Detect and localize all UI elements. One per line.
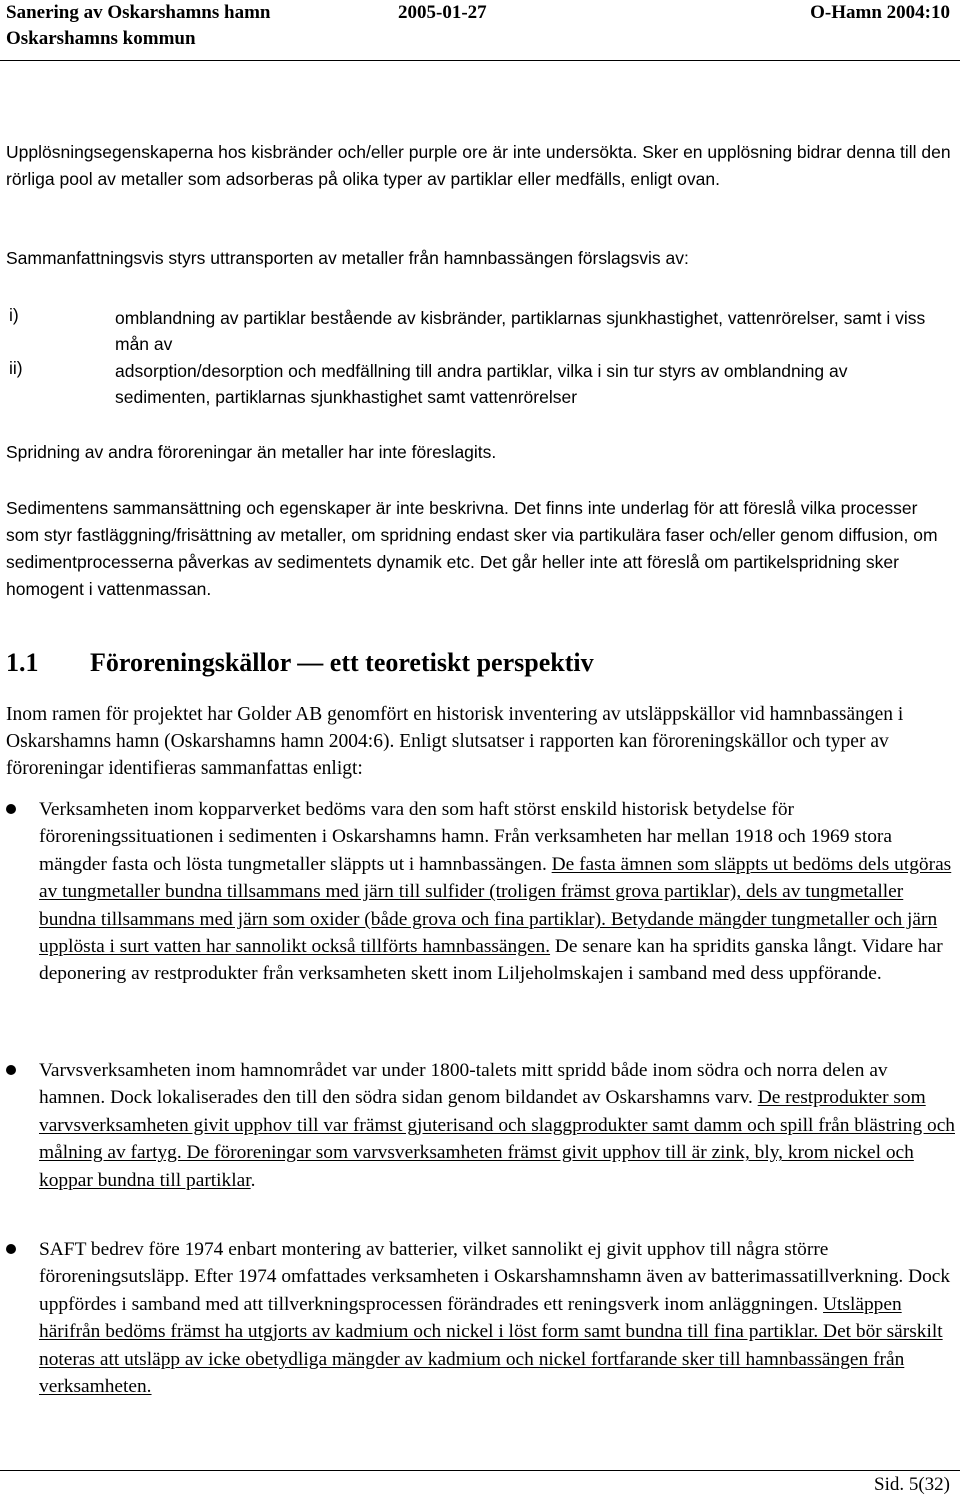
bullet-text-underlined: Utsläppen härifrån bedöms främst ha utgjorts av kadmium och nickel i löst form samt bundna till fina partiklar. Det bör särskilt noteras att utsläpp av icke obetydliga mängder av kadmium och nickel fortfarande sker till hamnbassängen från verksamheten. (39, 1293, 943, 1398)
paragraph-2: Sammanfattningsvis styrs uttransporten av metaller från hamnbassängen förslagsvis av: (6, 248, 689, 268)
section-title: Föroreningskällor — ett teoretiskt perspektiv (90, 648, 594, 677)
page-number: Sid. 5(32) (874, 1474, 950, 1495)
bullet-text (39, 1057, 955, 1194)
bullet-text-plain: SAFT bedrev före 1974 enbart montering av batterier, vilket sannolikt ej givit upphov till några större föroreningsutsläpp. Efter 1974 omfattades verksamheten i Oskarshamnshamn även av batterimassatillverkning. Dock uppfördes i samband med att tillverkningsprocessen förändrades ett reningsverk inom anläggningen. (39, 1239, 951, 1315)
bullet-text-plain: De senare kan ha spridits ganska långt. Vidare har deponering av restprodukter från verksamheten skett inom Liljeholmskajen i samband med dess uppförande. (39, 936, 943, 985)
section-number: 1.1 (6, 648, 39, 677)
bullet-text (39, 796, 955, 988)
bullet-text (39, 1236, 955, 1400)
page-footer (0, 1470, 960, 1497)
bullet-text-underlined: De restprodukter som varvsverksamheten givit upphov till var främst gjuterisand och slaggprodukter samt damm och spill från blästring och målning av fartyg. De föroreningar som varvsverksamheten främst givit upphov till är zink, bly, krom nickel och koppar bundna till partiklar (39, 1087, 955, 1191)
header-row-2 (0, 26, 960, 54)
list-item-1 (6, 305, 954, 361)
header-row-1 (0, 0, 960, 28)
list-item-2 (6, 358, 954, 414)
paragraph-1: Upplösningsegenskaperna hos kisbränder och/eller purple ore är inte undersökta. Sker en upplösning bidrar denna till den rörliga pool av metaller som adsorberas på olika typer av partiklar eller medfälls, enligt ovan. (6, 142, 951, 189)
header-organization: Oskarshamns kommun (6, 28, 196, 49)
list-item-number: ii) (9, 358, 23, 378)
page-header (0, 0, 960, 64)
footer-divider (0, 1470, 960, 1471)
bullet-dot-icon (6, 1244, 16, 1254)
bullet-text-plain: Verksamheten inom kopparverket bedöms vara den som haft störst enskild historisk betydelse för föroreningssituationen i sedimenten i Oskarshamns hamn. Från verksamheten har mellan 1918 och 1969 stora mängder fasta och lösta tungmetaller släppts ut i hamnbassängen. (39, 799, 892, 875)
header-doc-id: O-Hamn 2004:10 (810, 2, 950, 23)
list-item-text: adsorption/desorption och medfällning till andra partiklar, vilka i sin tur styrs av omblandning av sedimenten, partiklarnas sjunkhastighet samt vattenrörelser (115, 361, 848, 407)
bullet-dot-icon (6, 804, 16, 814)
list-item-text: omblandning av partiklar bestående av kisbränder, partiklarnas sjunkhastighet, vattenrörelser, samt i viss mån av (115, 308, 926, 354)
header-date: 2005-01-27 (398, 2, 487, 23)
paragraph-3: Spridning av andra föroreningar än metaller har inte föreslagits. (6, 442, 497, 462)
header-divider (0, 60, 960, 61)
section-intro: Inom ramen för projektet har Golder AB genomfört en historisk inventering av utsläppskällor vid hamnbassängen i Oskarshamns hamn (Oskarshamns hamn 2004:6). Enligt slutsatser i rapporten kan föroreningskällor och typer av föroreningar identifieras sammanfattas enligt: (6, 704, 904, 779)
header-title: Sanering av Oskarshamns hamn (6, 2, 271, 23)
paragraph-4: Sedimentens sammansättning och egenskaper är inte beskrivna. Det finns inte underlag för att föreslå vilka processer som styr fastläggning/frisättning av metaller, om spridning endast sker via partikulära faser och/eller genom diffusion, om sedimentprocesserna påverkas av sedimentets dynamik etc. Det går heller inte att föreslå om partikelspridning sker homogent i vattenmassan. (6, 498, 938, 599)
list-item-number: i) (9, 305, 19, 325)
bullet-text-plain: Varvsverksamheten inom hamnområdet var under 1800-talets mitt spridd både inom södra och norra delen av hamnen. Dock lokaliserades den till den södra sidan genom bildandet av Oskarshamns varv. (39, 1060, 888, 1109)
bullet-text-underlined: De fasta ämnen som släppts ut bedöms dels utgöras av tungmetaller bundna tillsammans med järn till sulfider (troligen främst grova partiklar), dels av tungmetaller bundna tillsammans med järn som oxider (både grova och fina partiklar). Betydande mängder tungmetaller och järn upplösta i surt vatten har sannolikt också tillförts hamnbassängen. (39, 853, 952, 958)
bullet-text-plain: . (250, 1169, 256, 1191)
bullet-dot-icon (6, 1065, 16, 1075)
